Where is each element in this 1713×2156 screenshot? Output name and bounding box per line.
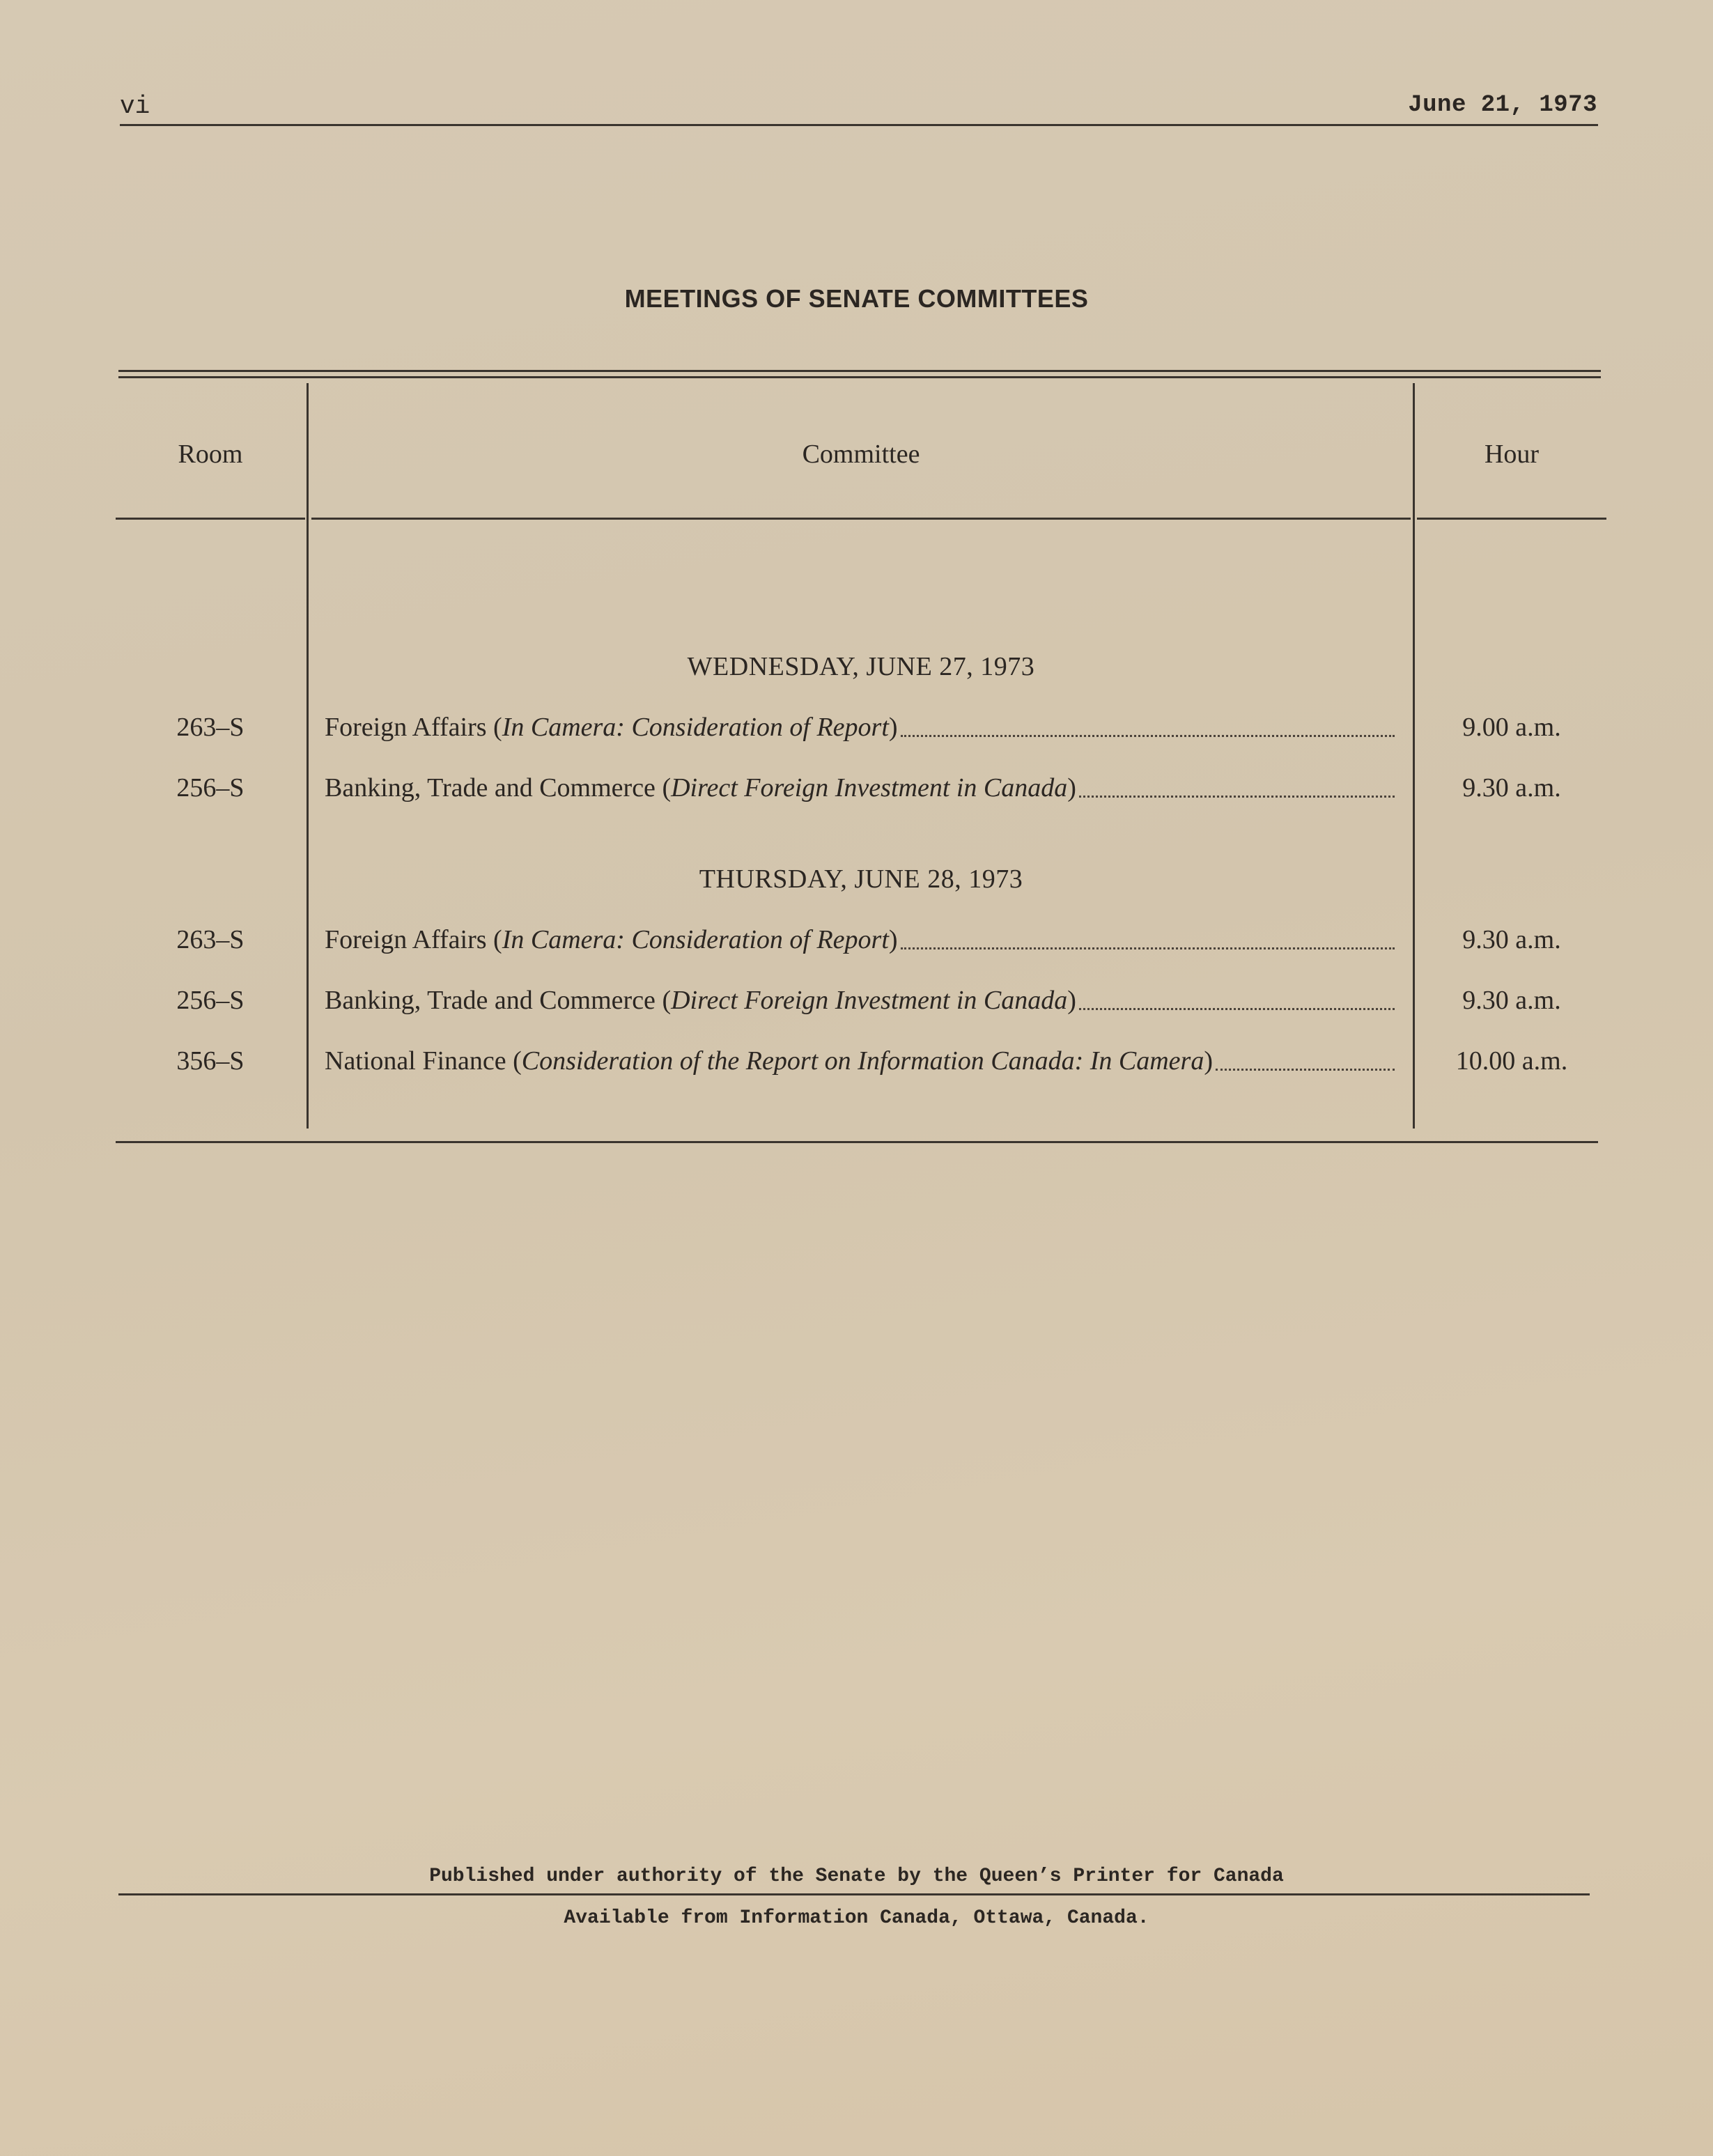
committee-detail: Consideration of the Report on Information Canada: In Camera — [521, 1046, 1204, 1076]
committee-entry — [325, 924, 1397, 955]
detail-close-paren: ) — [888, 713, 898, 742]
running-head-date: June 21, 1973 — [1408, 92, 1597, 118]
dot-leader — [1079, 796, 1395, 798]
detail-close-paren: ) — [1067, 986, 1076, 1015]
dot-leader — [1079, 1008, 1395, 1010]
detail-close-paren: ) — [888, 925, 898, 954]
meeting-hour: 9.30 a.m. — [1462, 773, 1561, 802]
room-number: 356–S — [176, 1046, 245, 1076]
committee-name: Banking, Trade and Commerce — [325, 986, 656, 1015]
table-header-rule-hour — [1417, 518, 1606, 520]
committee-entry — [325, 773, 1397, 803]
meeting-hour: 9.30 a.m. — [1462, 986, 1561, 1015]
committee-detail: In Camera: Consideration of Report — [502, 925, 889, 954]
table-header-rule-room — [116, 518, 305, 520]
meeting-hour: 10.00 a.m. — [1455, 1046, 1568, 1076]
committee-detail: In Camera: Consideration of Report — [502, 713, 889, 742]
detail-open-paren: ( — [655, 986, 672, 1015]
dot-leader — [901, 735, 1395, 737]
table-row — [0, 1046, 1713, 1085]
room-number: 263–S — [176, 925, 245, 954]
detail-open-paren: ( — [655, 773, 672, 802]
committee-detail: Direct Foreign Investment in Canada — [671, 986, 1068, 1015]
meeting-hour: 9.30 a.m. — [1462, 925, 1561, 954]
table-row — [0, 712, 1713, 751]
imprint-rule — [118, 1893, 1590, 1895]
meeting-hour: 9.00 a.m. — [1462, 713, 1561, 742]
detail-open-paren: ( — [486, 713, 502, 742]
committee-detail: Direct Foreign Investment in Canada — [671, 773, 1068, 802]
column-header-hour: Hour — [1484, 440, 1540, 469]
committee-name: Banking, Trade and Commerce — [325, 773, 656, 802]
room-number: 256–S — [176, 773, 245, 802]
committee-entry — [325, 1046, 1397, 1076]
committee-name: Foreign Affairs — [325, 925, 487, 954]
running-head-rule — [120, 124, 1598, 126]
table-bottom-rule — [116, 1141, 1598, 1143]
committee-entry — [325, 712, 1397, 743]
table-row — [0, 985, 1713, 1024]
table-top-double-rule — [118, 370, 1601, 378]
page-title: MEETINGS OF SENATE COMMITTEES — [624, 284, 1089, 313]
table-row — [0, 773, 1713, 812]
detail-close-paren: ) — [1067, 773, 1076, 802]
day-heading-wednesday: WEDNESDAY, JUNE 27, 1973 — [687, 652, 1035, 681]
detail-open-paren: ( — [506, 1046, 522, 1076]
column-header-committee: Committee — [802, 440, 920, 469]
table-row — [0, 924, 1713, 963]
room-number: 256–S — [176, 986, 245, 1015]
room-number: 263–S — [176, 713, 245, 742]
imprint-availability: Available from Information Canada, Ottawa, Canada. — [564, 1907, 1149, 1929]
detail-close-paren: ) — [1204, 1046, 1213, 1076]
imprint-publisher: Published under authority of the Senate by the Queen’s Printer for Canada — [429, 1866, 1284, 1887]
day-heading-thursday: THURSDAY, JUNE 28, 1973 — [699, 864, 1023, 894]
column-header-room: Room — [178, 440, 243, 469]
page-number: vi — [120, 92, 150, 121]
detail-open-paren: ( — [486, 925, 502, 954]
committee-entry — [325, 985, 1397, 1016]
dot-leader — [901, 947, 1395, 949]
dot-leader — [1216, 1069, 1395, 1071]
committee-name: National Finance — [325, 1046, 506, 1076]
table-header-rule-committee — [311, 518, 1411, 520]
committee-name: Foreign Affairs — [325, 713, 487, 742]
